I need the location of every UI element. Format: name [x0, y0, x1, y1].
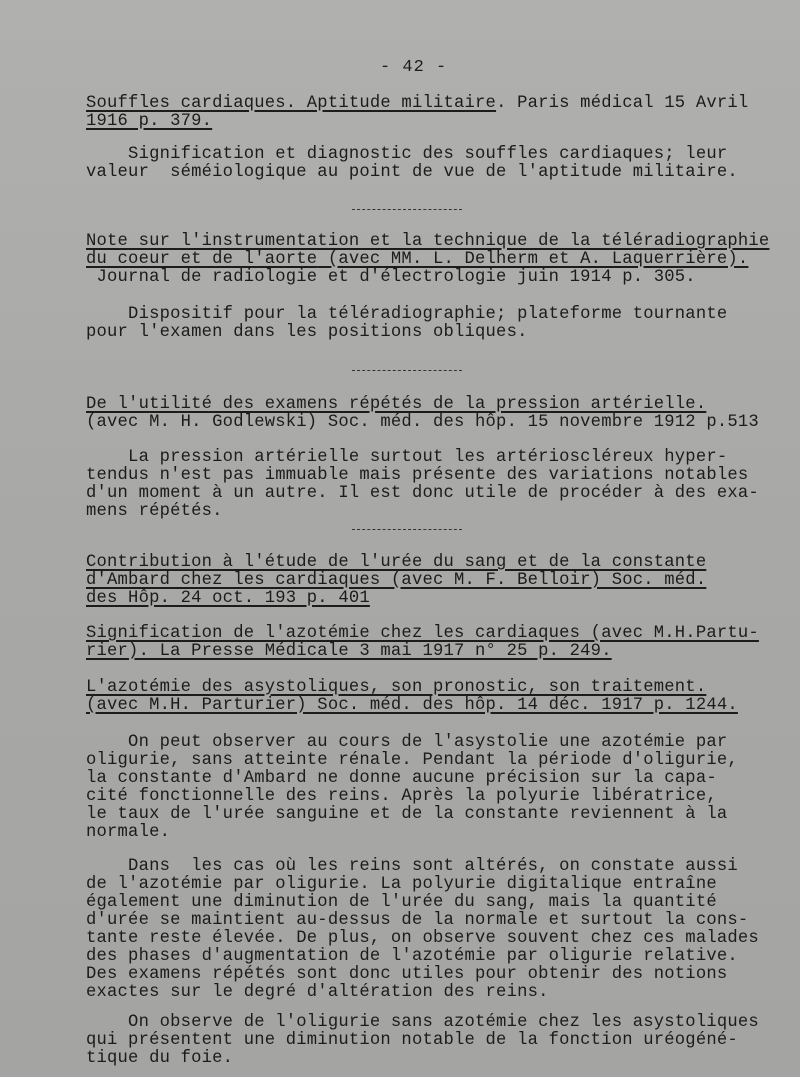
paragraph-line: de l'azotémie par oligurie. La polyurie digitalique entraîne — [86, 875, 717, 894]
entry-title: 1916 p. 379. — [86, 112, 213, 131]
paragraph-line: des phases d'augmentation de l'azotémie par oligurie relative. — [86, 947, 738, 966]
summary-line: valeur séméiologique au point de vue de l'aptitude militaire. — [86, 163, 738, 182]
entry-uree-sang — [86, 554, 776, 608]
paragraph-line: normale. — [86, 823, 171, 842]
summary-line: d'un moment à un autre. Il est donc utile de procéder à des exa- — [86, 484, 759, 503]
paragraph-line: exactes sur le degré d'altération des reins. — [86, 983, 549, 1002]
paragraph-line: la constante d'Ambard ne donne aucune précision sur la capa- — [86, 769, 717, 788]
entry-title: Contribution à l'étude de l'urée du sang et de la constante — [86, 553, 707, 572]
summary-line: Signification et diagnostic des souffles cardiaques; leur — [86, 145, 728, 164]
paragraph-line: également une diminution de l'urée du sang, mais la quantité — [86, 893, 717, 912]
paragraph-line: tique du foie. — [86, 1049, 234, 1068]
entry-title: De l'utilité des examens répétés de la pression artérielle. — [86, 395, 707, 414]
entry-citation: (avec MM. L. Delherm et A. Laquerrière). — [317, 250, 749, 269]
paragraph-line: On observe de l'oligurie sans azotémie chez les asystoliques — [86, 1013, 759, 1032]
paragraph-line: oligurie, sans atteinte rénale. Pendant la période d'oligurie, — [86, 751, 738, 770]
entry-citation: . Paris médical 15 Avril — [496, 94, 749, 113]
paragraph-line: On peut observer au cours de l'asystolie une azotémie par — [86, 733, 728, 752]
entry-citation: Journal de radiologie et d'électrologie juin 1914 p. 305. — [86, 268, 696, 287]
summary-line: tendus n'est pas immuable mais présente des variations notables — [86, 466, 749, 485]
section-divider — [352, 370, 462, 371]
entry-title: Note sur l'instrumentation et la technique de la téléradiographie — [86, 232, 770, 251]
section-divider — [352, 529, 462, 530]
paragraph-line: Des examens répétés sont donc utiles pour obtenir des notions — [86, 965, 728, 984]
paragraph-line: d'urée se maintient au-dessus de la normale et surtout la cons- — [86, 911, 749, 930]
summary-line: mens répétés. — [86, 502, 223, 521]
entry-title: du coeur et de l'aorte — [86, 250, 318, 269]
entry-title: L'azotémie des asystoliques, son pronostic, son traitement. — [86, 678, 707, 697]
paragraph-line: Dans les cas où les reins sont altérés, on constate aussi — [86, 857, 738, 876]
entry-souffles — [86, 95, 776, 131]
entry-summary — [86, 146, 776, 182]
entry-pression-arterielle — [86, 396, 776, 432]
paragraph-line: le taux de l'urée sanguine et de la constante reviennent à la — [86, 805, 728, 824]
entry-summary — [86, 306, 776, 342]
entry-azotemie-cardiaques — [86, 625, 776, 661]
page-number: - 42 - — [380, 58, 448, 77]
summary-line: La pression artérielle surtout les artérioscléreux hyper- — [86, 448, 728, 467]
paragraph — [86, 1014, 776, 1068]
entry-title: Signification de l'azotémie chez les cardiaques (avec M.H.Partu- — [86, 624, 759, 643]
entry-citation: (avec M. H. Godlewski) Soc. méd. des hôp. 15 novembre 1912 p.513 — [86, 413, 759, 432]
entry-title: d'Ambard chez les cardiaques (avec M. F. Belloir) Soc. méd. — [86, 571, 707, 590]
entry-azotemie-asystoliques — [86, 679, 776, 715]
paragraph — [86, 858, 776, 1002]
entry-summary — [86, 449, 776, 521]
paragraph-line: cité fonctionnelle des reins. Après la polyurie libératrice, — [86, 787, 717, 806]
section-divider — [352, 209, 462, 210]
paragraph-line: tante reste élevée. De plus, on observe souvent chez ces malades — [86, 929, 759, 948]
summary-line: Dispositif pour la téléradiographie; plateforme tournante — [86, 305, 728, 324]
entry-title: des Hôp. 24 oct. 193 p. 401 — [86, 589, 370, 608]
summary-line: pour l'examen dans les positions obliques. — [86, 323, 528, 342]
paragraph — [86, 734, 776, 842]
entry-title: Souffles cardiaques. Aptitude militaire — [86, 94, 497, 113]
entry-title: (avec M.H. Parturier) Soc. méd. des hôp. 14 déc. 1917 p. 1244. — [86, 696, 738, 715]
entry-title: rier). La Presse Médicale 3 mai 1917 n° 25 p. 249. — [86, 642, 612, 661]
paragraph-line: qui présentent une diminution notable de la fonction uréogéné- — [86, 1031, 738, 1050]
entry-teleradiographie — [86, 233, 776, 287]
